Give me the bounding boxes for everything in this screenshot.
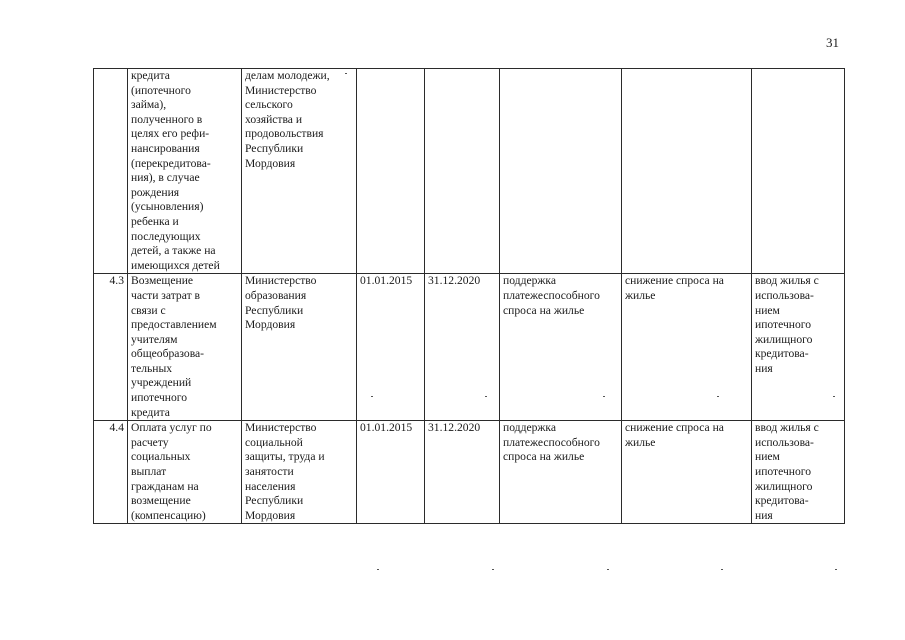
indicator-cell: ввод жилья с использова- нием ипотечного жилищного кредитова- ния	[752, 274, 845, 421]
program-measures-table	[93, 68, 845, 524]
end-date-cell: 31.12.2020	[425, 421, 500, 524]
expected-result-cell	[500, 69, 622, 274]
start-date-cell: 01.01.2015	[357, 421, 425, 524]
scan-speck	[833, 396, 835, 397]
row-number-cell: 4.3	[94, 274, 128, 421]
scan-speck	[485, 396, 487, 397]
indicator-cell	[752, 69, 845, 274]
risk-cell: снижение спроса на жилье	[622, 274, 752, 421]
scan-speck	[835, 569, 837, 570]
end-date-cell	[425, 69, 500, 274]
table-row	[94, 69, 845, 274]
start-date-cell	[357, 69, 425, 274]
expected-result-cell: поддержка платежеспособного спроса на жилье	[500, 274, 622, 421]
executor-cell: Министерство социальной защиты, труда и занятости населения Республики Мордовия	[242, 421, 357, 524]
risk-cell	[622, 69, 752, 274]
scan-speck	[607, 569, 609, 570]
executor-cell: Министерство образования Республики Мордовия	[242, 274, 357, 421]
measure-name-cell: кредита (ипотечного займа), полученного в целях его рефи- нансирования (перекредитова- ния), в случае рождения (усыновления) ребенка и последующих детей, а также на имеющихся детей	[128, 69, 242, 274]
scan-speck	[345, 73, 347, 74]
scan-speck	[717, 396, 719, 397]
start-date-cell: 01.01.2015	[357, 274, 425, 421]
page-number: 31	[826, 35, 839, 50]
risk-cell: снижение спроса на жилье	[622, 421, 752, 524]
scan-speck	[377, 569, 379, 570]
measure-name-cell: Возмещение части затрат в связи с предоставлением учителям общеобразова- тельных учреждений ипотечного кредита	[128, 274, 242, 421]
scan-speck	[371, 396, 373, 397]
measure-name-cell: Оплата услуг по расчету социальных выплат гражданам на возмещение (компенсацию)	[128, 421, 242, 524]
scan-speck	[492, 569, 494, 570]
table-row	[94, 421, 845, 524]
scan-speck	[721, 569, 723, 570]
row-number-cell	[94, 69, 128, 274]
expected-result-cell: поддержка платежеспособного спроса на жилье	[500, 421, 622, 524]
table-row	[94, 274, 845, 421]
row-number-cell: 4.4	[94, 421, 128, 524]
end-date-cell: 31.12.2020	[425, 274, 500, 421]
executor-cell: делам молодежи, Министерство сельского хозяйства и продовольствия Республики Мордовия	[242, 69, 357, 274]
scan-speck	[603, 396, 605, 397]
indicator-cell: ввод жилья с использова- нием ипотечного жилищного кредитова- ния	[752, 421, 845, 524]
